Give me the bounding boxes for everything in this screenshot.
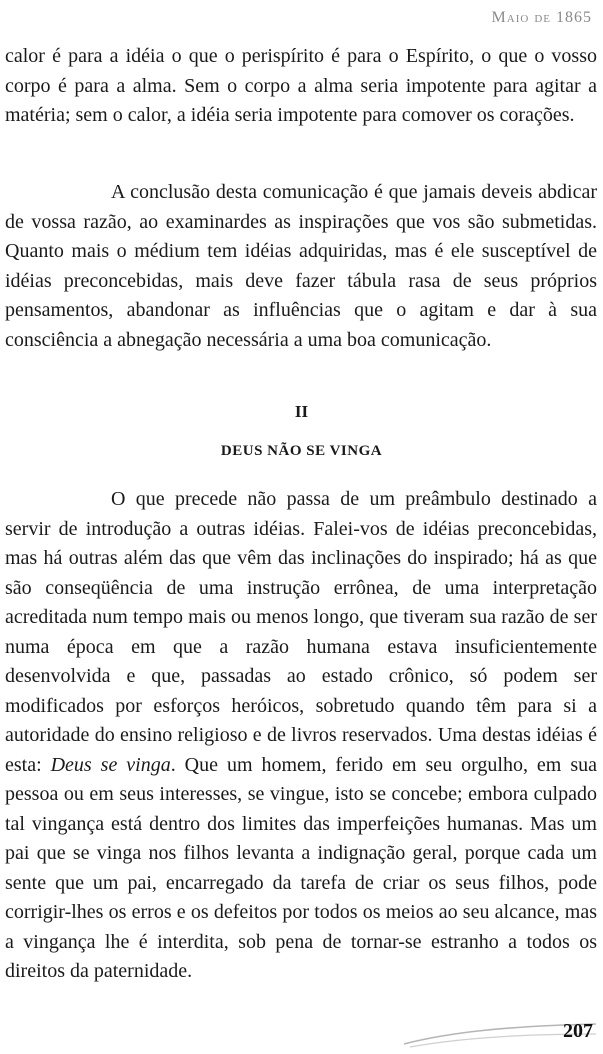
paragraph-main-text-2: . Que um homem, ferido em seu orgulho, em sua pessoa ou em seus interesses, se vingue, isto se concebe; embora culpado tal vingança está dentro dos limites das imperfeições humanas. Mas um pai que se vinga nos filhos levanta a indignação geral, porque cada um sente que um pai, encarregado da tarefa de criar os seus filhos, pode corrigir-lhes os erros e os defeitos por todos os meios ao seu alcance, mas a vingança lhe é interdita, sob pena de tornar-se estranho a todos os direitos da paternidade. bbox=[5, 753, 597, 982]
running-header: Maio de 1865 bbox=[491, 9, 592, 26]
paragraph-continuation: calor é para a idéia o que o perispírito é para o Espírito, o que o vosso corpo é para a alma. Sem o corpo a alma seria impotente para agitar a matéria; sem o calor, a idéia seria impotente para comover os corações. bbox=[5, 45, 597, 126]
paragraph-main bbox=[5, 485, 597, 987]
paragraph-main-emphasis: Deus se vinga bbox=[50, 753, 171, 776]
page-number: 207 bbox=[563, 1020, 593, 1042]
section-title: DEUS NÃO SE VINGA bbox=[220, 443, 383, 459]
section-number: II bbox=[294, 402, 309, 421]
paragraph-conclusion: A conclusão desta comunicação é que jamais deveis abdicar de vossa razão, ao examinardes as inspirações que vos são submetidas. Quanto mais o médium tem idéias adquiridas, mas é ele susceptível de idéias preconcebidas, mais deve fazer tábula rasa de seus próprios pensamentos, abandonar as influências que o agitam e dar à sua consciência a abnegação necessária a uma boa comunicação. bbox=[5, 181, 597, 351]
paragraph-main-text-1: O que precede não passa de um preâmbulo destinado a servir de introdução a outras idéias. Falei-vos de idéias preconcebidas, mas há outras além das que vêm das inclinações do inspirado; há as que são conseqüência de uma instrução errônea, de uma interpretação acreditada num tempo mais ou menos longo, que tiveram sua razão de ser numa época em que a razão humana estava insuficientemente desenvolvida e que, passadas ao estado crônico, só podem ser modificados por esforços heróicos, sobretudo quando têm para si a autoridade do ensino religioso e de livros reservados. Uma destas idéias é esta: bbox=[5, 488, 597, 776]
